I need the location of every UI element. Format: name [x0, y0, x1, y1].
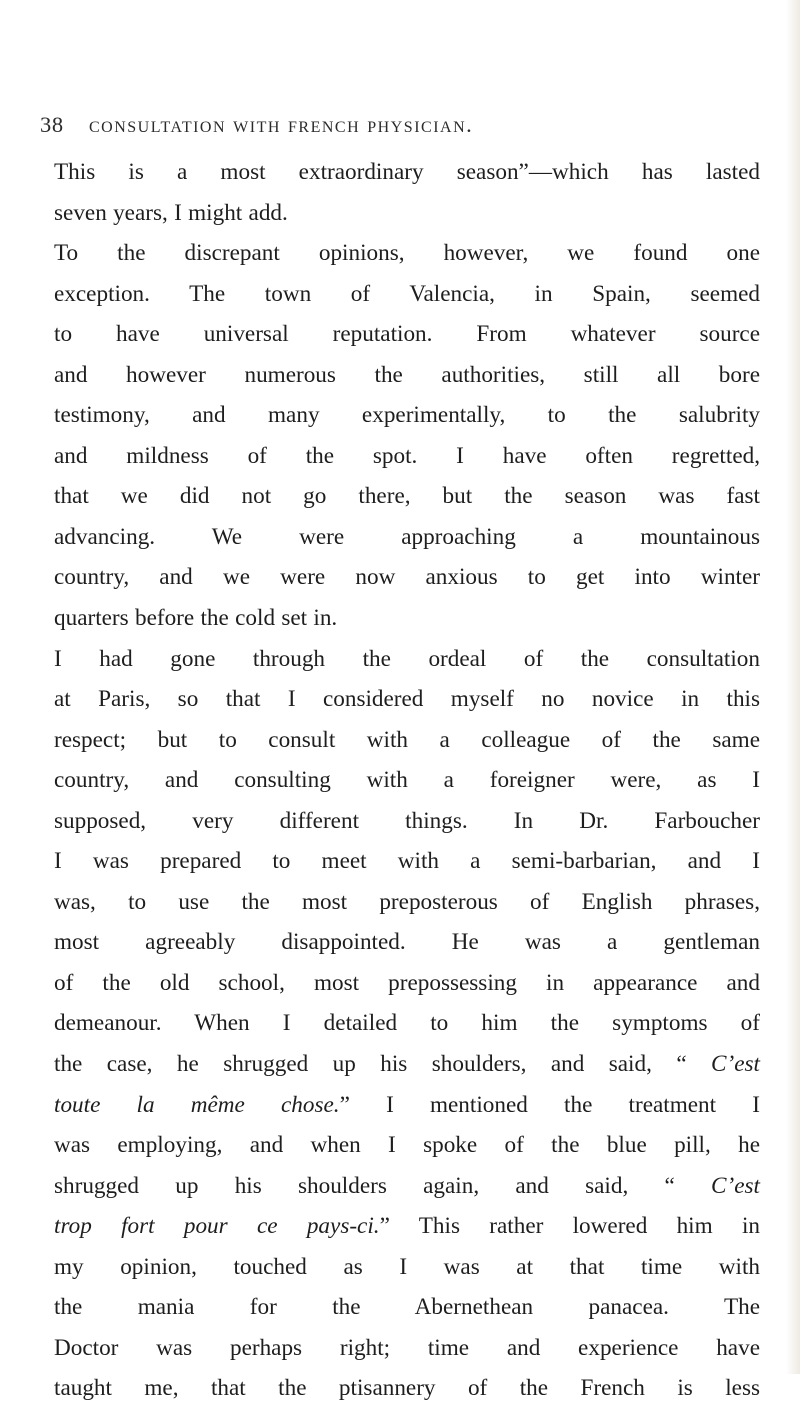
text-line: the case, he shrugged up his shoulders, and said, “ C’est — [54, 1051, 760, 1078]
text-line: advancing. We were approaching a mountainous — [54, 523, 760, 550]
text-line: was, to use the most preposterous of English phrases, — [54, 888, 760, 915]
text-line: This is a most extraordinary season”—which has lasted — [54, 159, 760, 185]
body-text — [54, 152, 760, 1409]
italic-phrase: toute la même chose. — [54, 1091, 340, 1118]
text-line: the mania for the Abernethean panacea. The — [54, 1294, 760, 1321]
text-line: my opinion, touched as I was at that time with — [54, 1253, 760, 1280]
text-line: was employing, and when I spoke of the blue pill, he — [54, 1132, 760, 1159]
text-line: country, and consulting with a foreigner were, as I — [54, 767, 760, 794]
text-line: and mildness of the spot. I have often regretted, — [54, 442, 760, 469]
text-line: testimony, and many experimentally, to the salubrity — [54, 402, 760, 429]
text-line: Doctor was perhaps right; time and experience have — [54, 1334, 760, 1361]
running-header — [40, 112, 740, 146]
page-number: 38 — [40, 112, 64, 137]
text-line: To the discrepant opinions, however, we found one — [54, 240, 760, 267]
text-line: respect; but to consult with a colleague of the same — [54, 726, 760, 753]
text-line: to have universal reputation. From whatever source — [54, 321, 760, 348]
running-title: consultation with french physician. — [89, 112, 474, 137]
text-line: that we did not go there, but the season was fast — [54, 483, 760, 510]
text-line: country, and we were now anxious to get into winter — [54, 564, 760, 591]
text-line: most agreeably disappointed. He was a gentleman — [54, 929, 760, 956]
text-line: shrugged up his shoulders again, and said, “ C’est — [54, 1172, 760, 1199]
italic-phrase: C’est — [711, 1172, 760, 1199]
text-line: quarters before the cold set in. — [54, 605, 338, 632]
text-line: trop fort pour ce pays-ci.” This rather lowered him in — [54, 1213, 760, 1240]
text-line: I had gone through the ordeal of the consultation — [54, 645, 760, 672]
italic-phrase: trop fort pour ce pays-ci. — [54, 1213, 380, 1240]
text-line: seven years, I might add. — [54, 199, 288, 226]
text-line: at Paris, so that I considered myself no novice in this — [54, 686, 760, 713]
text-line: taught me, that the ptisannery of the French is less — [54, 1375, 760, 1402]
text-line: demeanour. When I detailed to him the symptoms of — [54, 1010, 760, 1037]
text-line: and however numerous the authorities, still all bore — [54, 361, 760, 388]
text-line: I was prepared to meet with a semi-barbarian, and I — [54, 848, 760, 875]
text-line: toute la même chose.” I mentioned the treatment I — [54, 1091, 760, 1118]
italic-phrase: C’est — [711, 1051, 760, 1078]
text-line: supposed, very different things. In Dr. Farboucher — [54, 807, 760, 834]
text-line: of the old school, most prepossessing in appearance and — [54, 969, 760, 996]
page-edge-shadow — [786, 0, 800, 1374]
text-line: exception. The town of Valencia, in Spain, seemed — [54, 280, 760, 307]
